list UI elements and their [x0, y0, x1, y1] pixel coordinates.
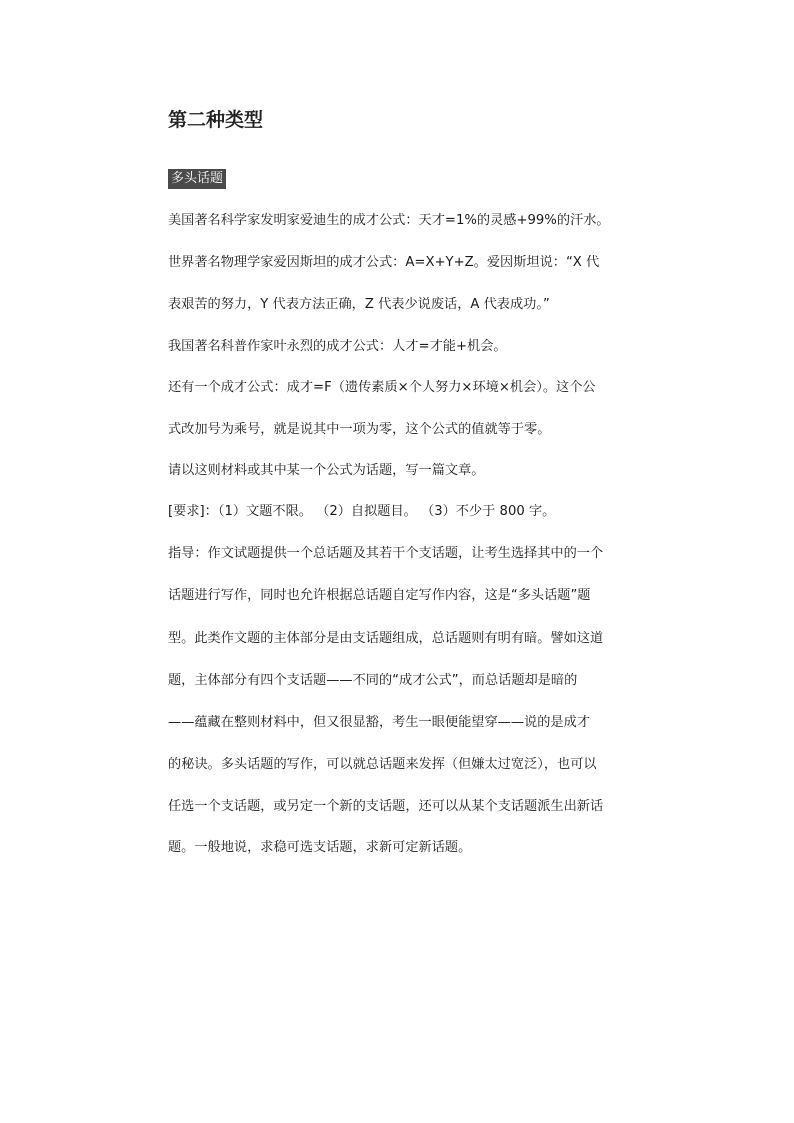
paragraph-line: 式改加号为乘号，就是说其中一项为零，这个公式的值就等于零。	[168, 422, 551, 437]
paragraph-line: 任选一个支话题，或另定一个新的支话题，还可以从某个支话题派生出新话	[168, 799, 604, 814]
paragraph-line: 世界著名物理学家爱因斯坦的成才公式：A=X+Y+Z。爱因斯坦说：“X 代	[168, 255, 600, 270]
paragraph-line: 我国著名科普作家叶永烈的成才公式：人才=才能+机会。	[168, 339, 507, 354]
section-title: 第二种类型	[168, 109, 264, 131]
paragraph-line: 指导：作文试题提供一个总话题及其若干个支话题，让考生选择其中的一个	[168, 546, 604, 561]
paragraph-line: 表艰苦的努力，Y 代表方法正确，Z 代表少说废话，A 代表成功。”	[168, 297, 550, 312]
paragraph-line: 题，主体部分有四个支话题——不同的“成才公式”，而总话题却是暗的	[168, 673, 578, 688]
paragraph-line: 型。此类作文题的主体部分是由支话题组成，总话题则有明有暗。譬如这道	[168, 631, 604, 646]
paragraph-line: 美国著名科学家发明家爱迪生的成才公式：天才=1%的灵感+99%的汗水。	[168, 213, 610, 228]
paragraph-line: 话题进行写作，同时也允许根据总话题自定写作内容，这是“多头话题”题	[168, 588, 591, 603]
paragraph-line: 的秘诀。多头话题的写作，可以就总话题来发挥（但嫌太过宽泛），也可以	[168, 757, 597, 772]
paragraph-line: [要求]：（1）文题不限。 （2）自拟题目。 （3）不少于 800 字。	[168, 504, 556, 519]
paragraph-line: 请以这则材料或其中某一个公式为话题，写一篇文章。	[168, 463, 485, 478]
paragraph-line: 题。一般地说，求稳可选支话题，求新可定新话题。	[168, 840, 472, 855]
topic-tag: 多头话题	[168, 169, 226, 189]
paragraph-line: ——蕴藏在整则材料中，但又很显豁，考生一眼便能望穿——说的是成才	[168, 715, 590, 730]
paragraph-line: 还有一个成才公式：成才=F（遗传素质×个人努力×环境×机会）。这个公	[168, 380, 596, 395]
